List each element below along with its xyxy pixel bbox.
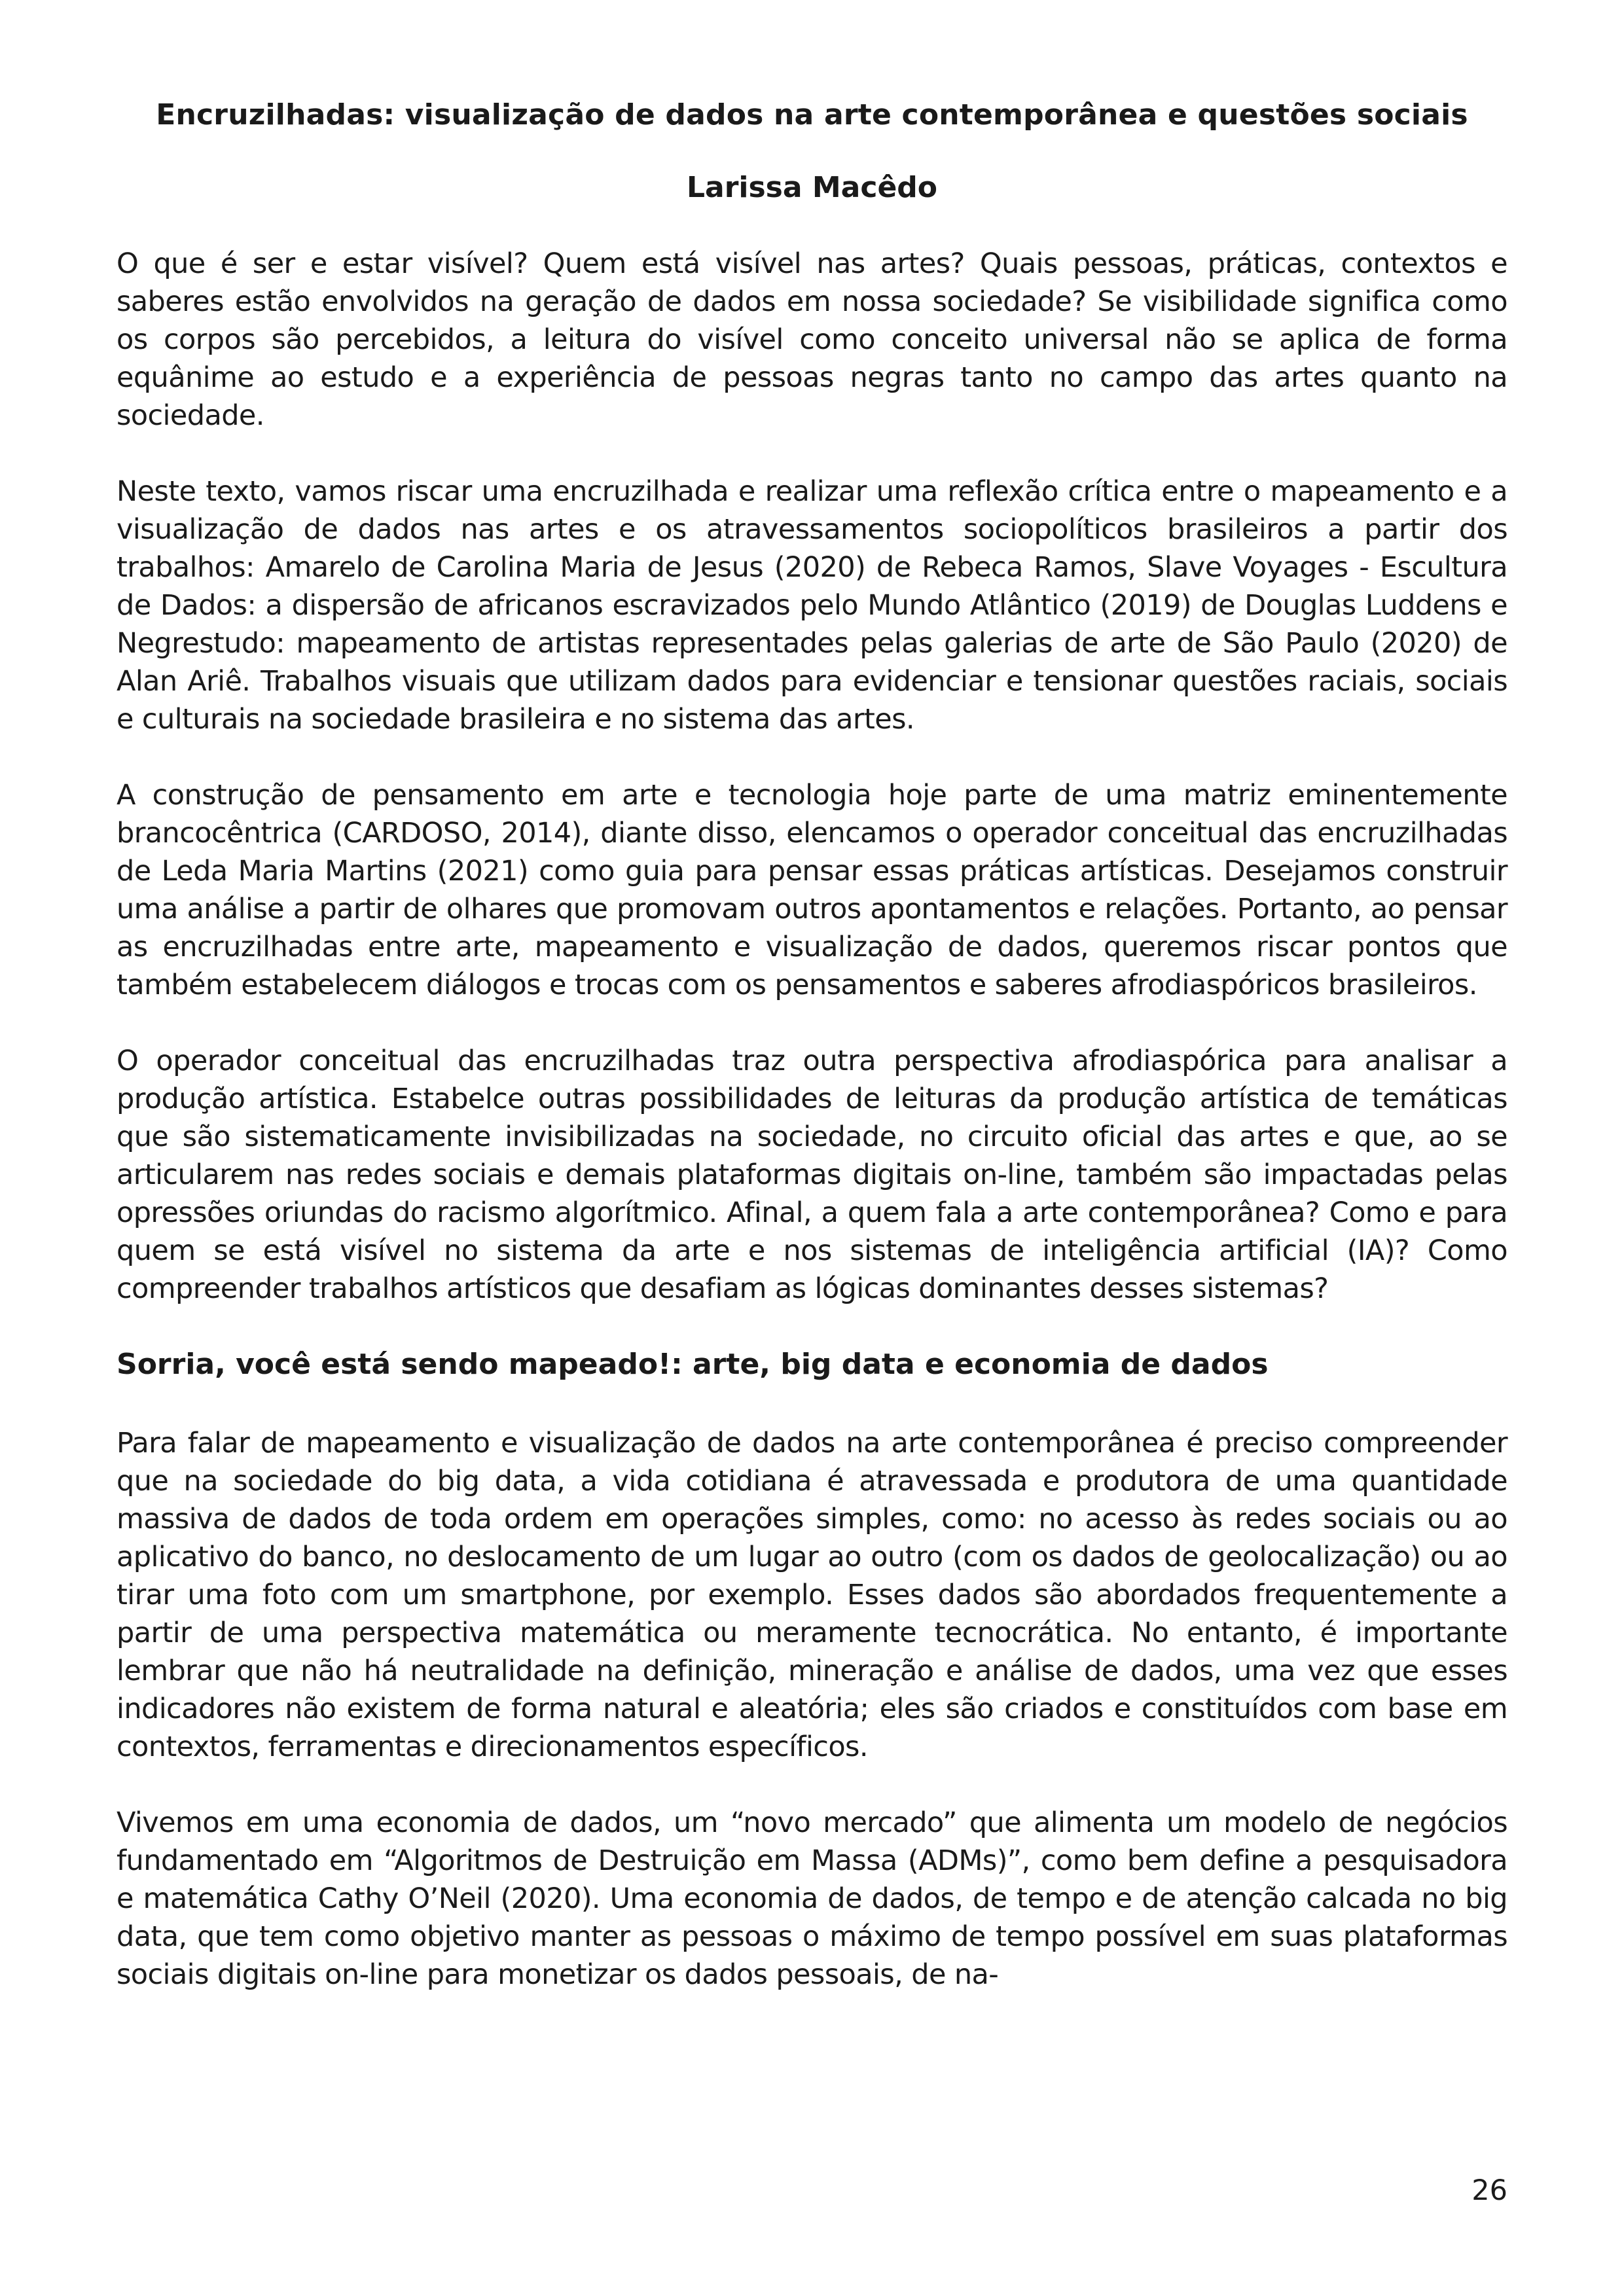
paragraph-2: Neste texto, vamos riscar uma encruzilhada e realizar uma reflexão crítica entre o mapeamento e a visualização de dados nas artes e os atravessamentos sociopolíticos brasileiros a partir dos trabalhos: Amarelo de Carolina Maria de Jesus (2020) de Rebeca Ramos, Slave Voyages - Escultura de Dados: a dispersão de africanos escravizados pelo Mundo Atlântico (2019) de Douglas Luddens e Negrestudo: mapeamento de artistas representades pelas galerias de arte de São Paulo (2020) de Alan Ariê. Trabalhos visuais que utilizam dados para evidenciar e tensionar questões raciais, sociais e culturais na sociedade brasileira e no sistema das artes. xyxy=(117,475,1507,736)
document-title: Encruzilhadas: visualização de dados na arte contemporânea e questões sociais xyxy=(156,98,1468,132)
page-number: 26 xyxy=(1471,2174,1507,2207)
document-page xyxy=(117,98,1507,2032)
section-heading: Sorria, você está sendo mapeado!: arte, big data e economia de dados xyxy=(117,1347,1269,1381)
paragraph-4: O operador conceitual das encruzilhadas traz outra perspectiva afrodiaspórica para analisar a produção artística. Estabelce outras possibilidades de leituras da produção artística de temáticas que são sistematicamente invisibilizadas na sociedade, no circuito oficial das artes e que, ao se articularem nas redes sociais e demais plataformas digitais on-line, também são impactadas pelas opressões oriundas do racismo algorítmico. Afinal, a quem fala a arte contemporânea? Como e para quem se está visível no sistema da arte e nos sistemas de inteligência artificial (IA)? Como compreender trabalhos artísticos que desafiam as lógicas dominantes desses sistemas? xyxy=(117,1044,1507,1305)
paragraph-1: O que é ser e estar visível? Quem está visível nas artes? Quais pessoas, práticas, contextos e saberes estão envolvidos na geração de dados em nossa sociedade? Se visibilidade significa como os corpos são percebidos, a leitura do visível como conceito universal não se aplica de forma equânime ao estudo e a experiência de pessoas negras tanto no campo das artes quanto na sociedade. xyxy=(117,247,1507,432)
paragraph-3: A construção de pensamento em arte e tecnologia hoje parte de uma matriz eminentemente brancocêntrica (CARDOSO, 2014), diante disso, elencamos o operador conceitual das encruzilhadas de Leda Maria Martins (2021) como guia para pensar essas práticas artísticas. Desejamos construir uma análise a partir de olhares que promovam outros apontamentos e relações. Portanto, ao pensar as encruzilhadas entre arte, mapeamento e visualização de dados, queremos riscar pontos que também estabelecem diálogos e trocas com os pensamentos e saberes afrodiaspóricos brasileiros. xyxy=(117,778,1507,1001)
paragraph-6: Vivemos em uma economia de dados, um “novo mercado” que alimenta um modelo de negócios fundamentado em “Algoritmos de Destruição em Massa (ADMs)”, como bem define a pesquisadora e matemática Cathy O’Neil (2020). Uma economia de dados, de tempo e de atenção calcada no big data, que tem como objetivo manter as pessoas o máximo de tempo possível em suas plataformas sociais digitais on-line para monetizar os dados pessoais, de na- xyxy=(117,1806,1507,1991)
author-name: Larissa Macêdo xyxy=(686,170,938,204)
paragraph-5: Para falar de mapeamento e visualização de dados na arte contemporânea é preciso compreender que na sociedade do big data, a vida cotidiana é atravessada e produtora de uma quantidade massiva de dados de toda ordem em operações simples, como: no acesso às redes sociais ou ao aplicativo do banco, no deslocamento de um lugar ao outro (com os dados de geolocalização) ou ao tirar uma foto com um smartphone, por exemplo. Esses dados são abordados frequentemente a partir de uma perspectiva matemática ou meramente tecnocrática. No entanto, é importante lembrar que não há neutralidade na definição, mineração e análise de dados, uma vez que esses indicadores não existem de forma natural e aleatória; eles são criados e constituídos com base em contextos, ferramentas e direcionamentos específicos. xyxy=(117,1426,1507,1763)
